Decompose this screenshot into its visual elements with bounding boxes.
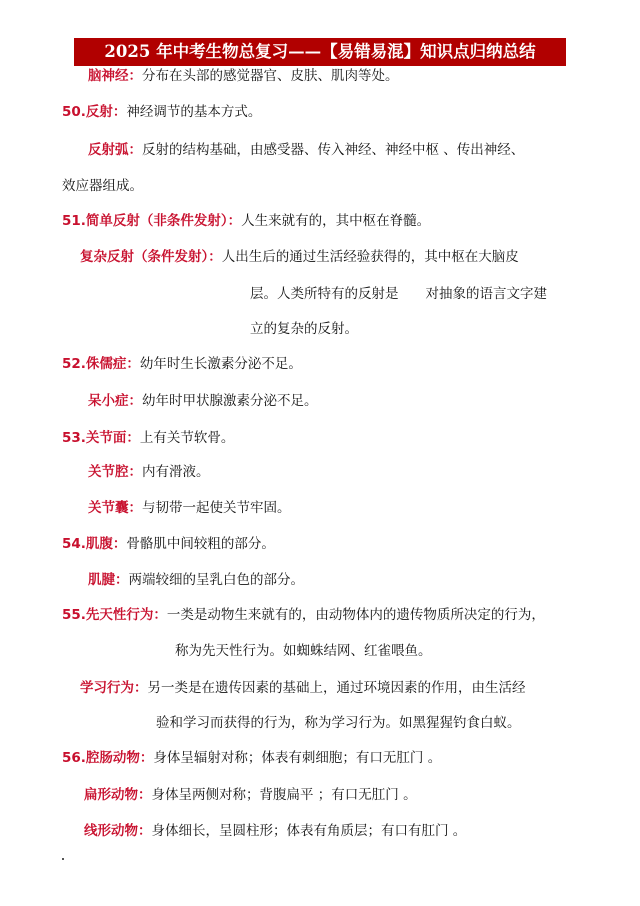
entry-text-cont: 验和学习而获得的行为，称为学习行为。如黑猩猩钓食白蚁。: [156, 715, 521, 731]
entry-term: 54.肌腹：: [62, 536, 127, 552]
entry-joint-surface: [62, 428, 234, 448]
entry-term: 线形动物：: [84, 823, 152, 839]
entry-term: 反射弧：: [88, 142, 142, 158]
entry-term: 55.先天性行为：: [62, 607, 167, 623]
entry-complex-reflex-cont: [250, 284, 547, 304]
entry-term: 脑神经：: [88, 68, 142, 84]
entry-text: 反射的结构基础，由感受器、传入神经、神经中枢 、传出神经、: [142, 142, 525, 158]
entry-term: 扁形动物：: [84, 787, 152, 803]
entry-innate-behavior-cont: [175, 641, 432, 661]
entry-text-cont: 称为先天性行为。如蜘蛛结网、红雀喂鱼。: [175, 643, 432, 659]
entry-term: 关节腔：: [88, 464, 142, 480]
entry-text: 上有关节软骨。: [139, 430, 235, 446]
entry-term: 51.简单反射（非条件发射）：: [62, 213, 242, 229]
entry-reflex: [62, 102, 261, 122]
entry-text: 幼年时甲状腺激素分泌不足。: [142, 393, 318, 409]
entry-dwarfism: [62, 354, 302, 374]
entry-text: 幼年时生长激素分泌不足。: [139, 356, 302, 372]
entry-term: 复杂反射（条件发射）：: [80, 249, 222, 265]
entry-term: 关节囊：: [88, 500, 142, 516]
entry-cretinism: [88, 391, 318, 411]
entry-tendon: [88, 570, 304, 590]
entry-term: 52.侏儒症：: [62, 356, 140, 372]
entry-joint-capsule: [88, 498, 291, 518]
entry-coelenterate: [62, 748, 441, 768]
entry-text: 两端较细的呈乳白色的部分。: [128, 572, 304, 588]
entry-text: 骨骼肌中间较粗的部分。: [126, 536, 275, 552]
page-speck: [62, 858, 64, 860]
entry-text: 另一类是在遗传因素的基础上，通过环境因素的作用，由生活经: [147, 680, 526, 696]
entry-text: 与韧带一起使关节牢固。: [142, 500, 291, 516]
entry-learned-behavior: [80, 678, 526, 698]
entry-simple-reflex: [62, 211, 430, 231]
entry-text-cont: 效应器组成。: [62, 178, 143, 194]
entry-text: 分布在头部的感觉器官、皮肤、肌肉等处。: [142, 68, 399, 84]
entry-reflex-arc-cont: [62, 176, 143, 196]
entry-text: 身体细长，呈圆柱形；体表有角质层；有口有肛门 。: [151, 823, 467, 839]
entry-text: 身体呈两侧对称；背腹扁平 ；有口无肛门 。: [151, 787, 417, 803]
entry-term: 53.关节面：: [62, 430, 140, 446]
entry-reflex-arc: [88, 140, 524, 160]
entry-roundworm: [84, 821, 466, 841]
entry-flatworm: [84, 785, 417, 805]
entry-muscle-belly: [62, 534, 275, 554]
entry-text: 一类是动物生来就有的，由动物体内的遗传物质所决定的行为，: [166, 607, 545, 623]
entry-complex-reflex: [80, 247, 519, 267]
entry-learned-behavior-cont: [156, 713, 521, 733]
entry-term: 50.反射：: [62, 104, 127, 120]
entry-text-cont: 层。人类所特有的反射是 对抽象的语言文字建: [250, 286, 547, 302]
entry-text: 人出生后的通过生活经验获得的，其中枢在大脑皮: [221, 249, 519, 265]
page-title: 2025 年中考生物总复习——【易错易混】知识点归纳总结: [74, 38, 566, 66]
entry-text: 人生来就有的，其中枢在脊髓。: [241, 213, 431, 229]
entry-term: 呆小症：: [88, 393, 142, 409]
entry-innate-behavior: [62, 605, 545, 625]
entry-text: 神经调节的基本方式。: [126, 104, 262, 120]
entry-brain-nerve: [88, 66, 399, 86]
entry-text: 身体呈辐射对称；体表有刺细胞；有口无肛门 。: [153, 750, 442, 766]
entry-term: 肌腱：: [88, 572, 129, 588]
entry-complex-reflex-cont2: [250, 319, 358, 339]
entry-joint-cavity: [88, 462, 210, 482]
entry-term: 学习行为：: [80, 680, 148, 696]
entry-term: 56.腔肠动物：: [62, 750, 154, 766]
entry-text: 内有滑液。: [142, 464, 210, 480]
entry-text-cont: 立的复杂的反射。: [250, 321, 358, 337]
